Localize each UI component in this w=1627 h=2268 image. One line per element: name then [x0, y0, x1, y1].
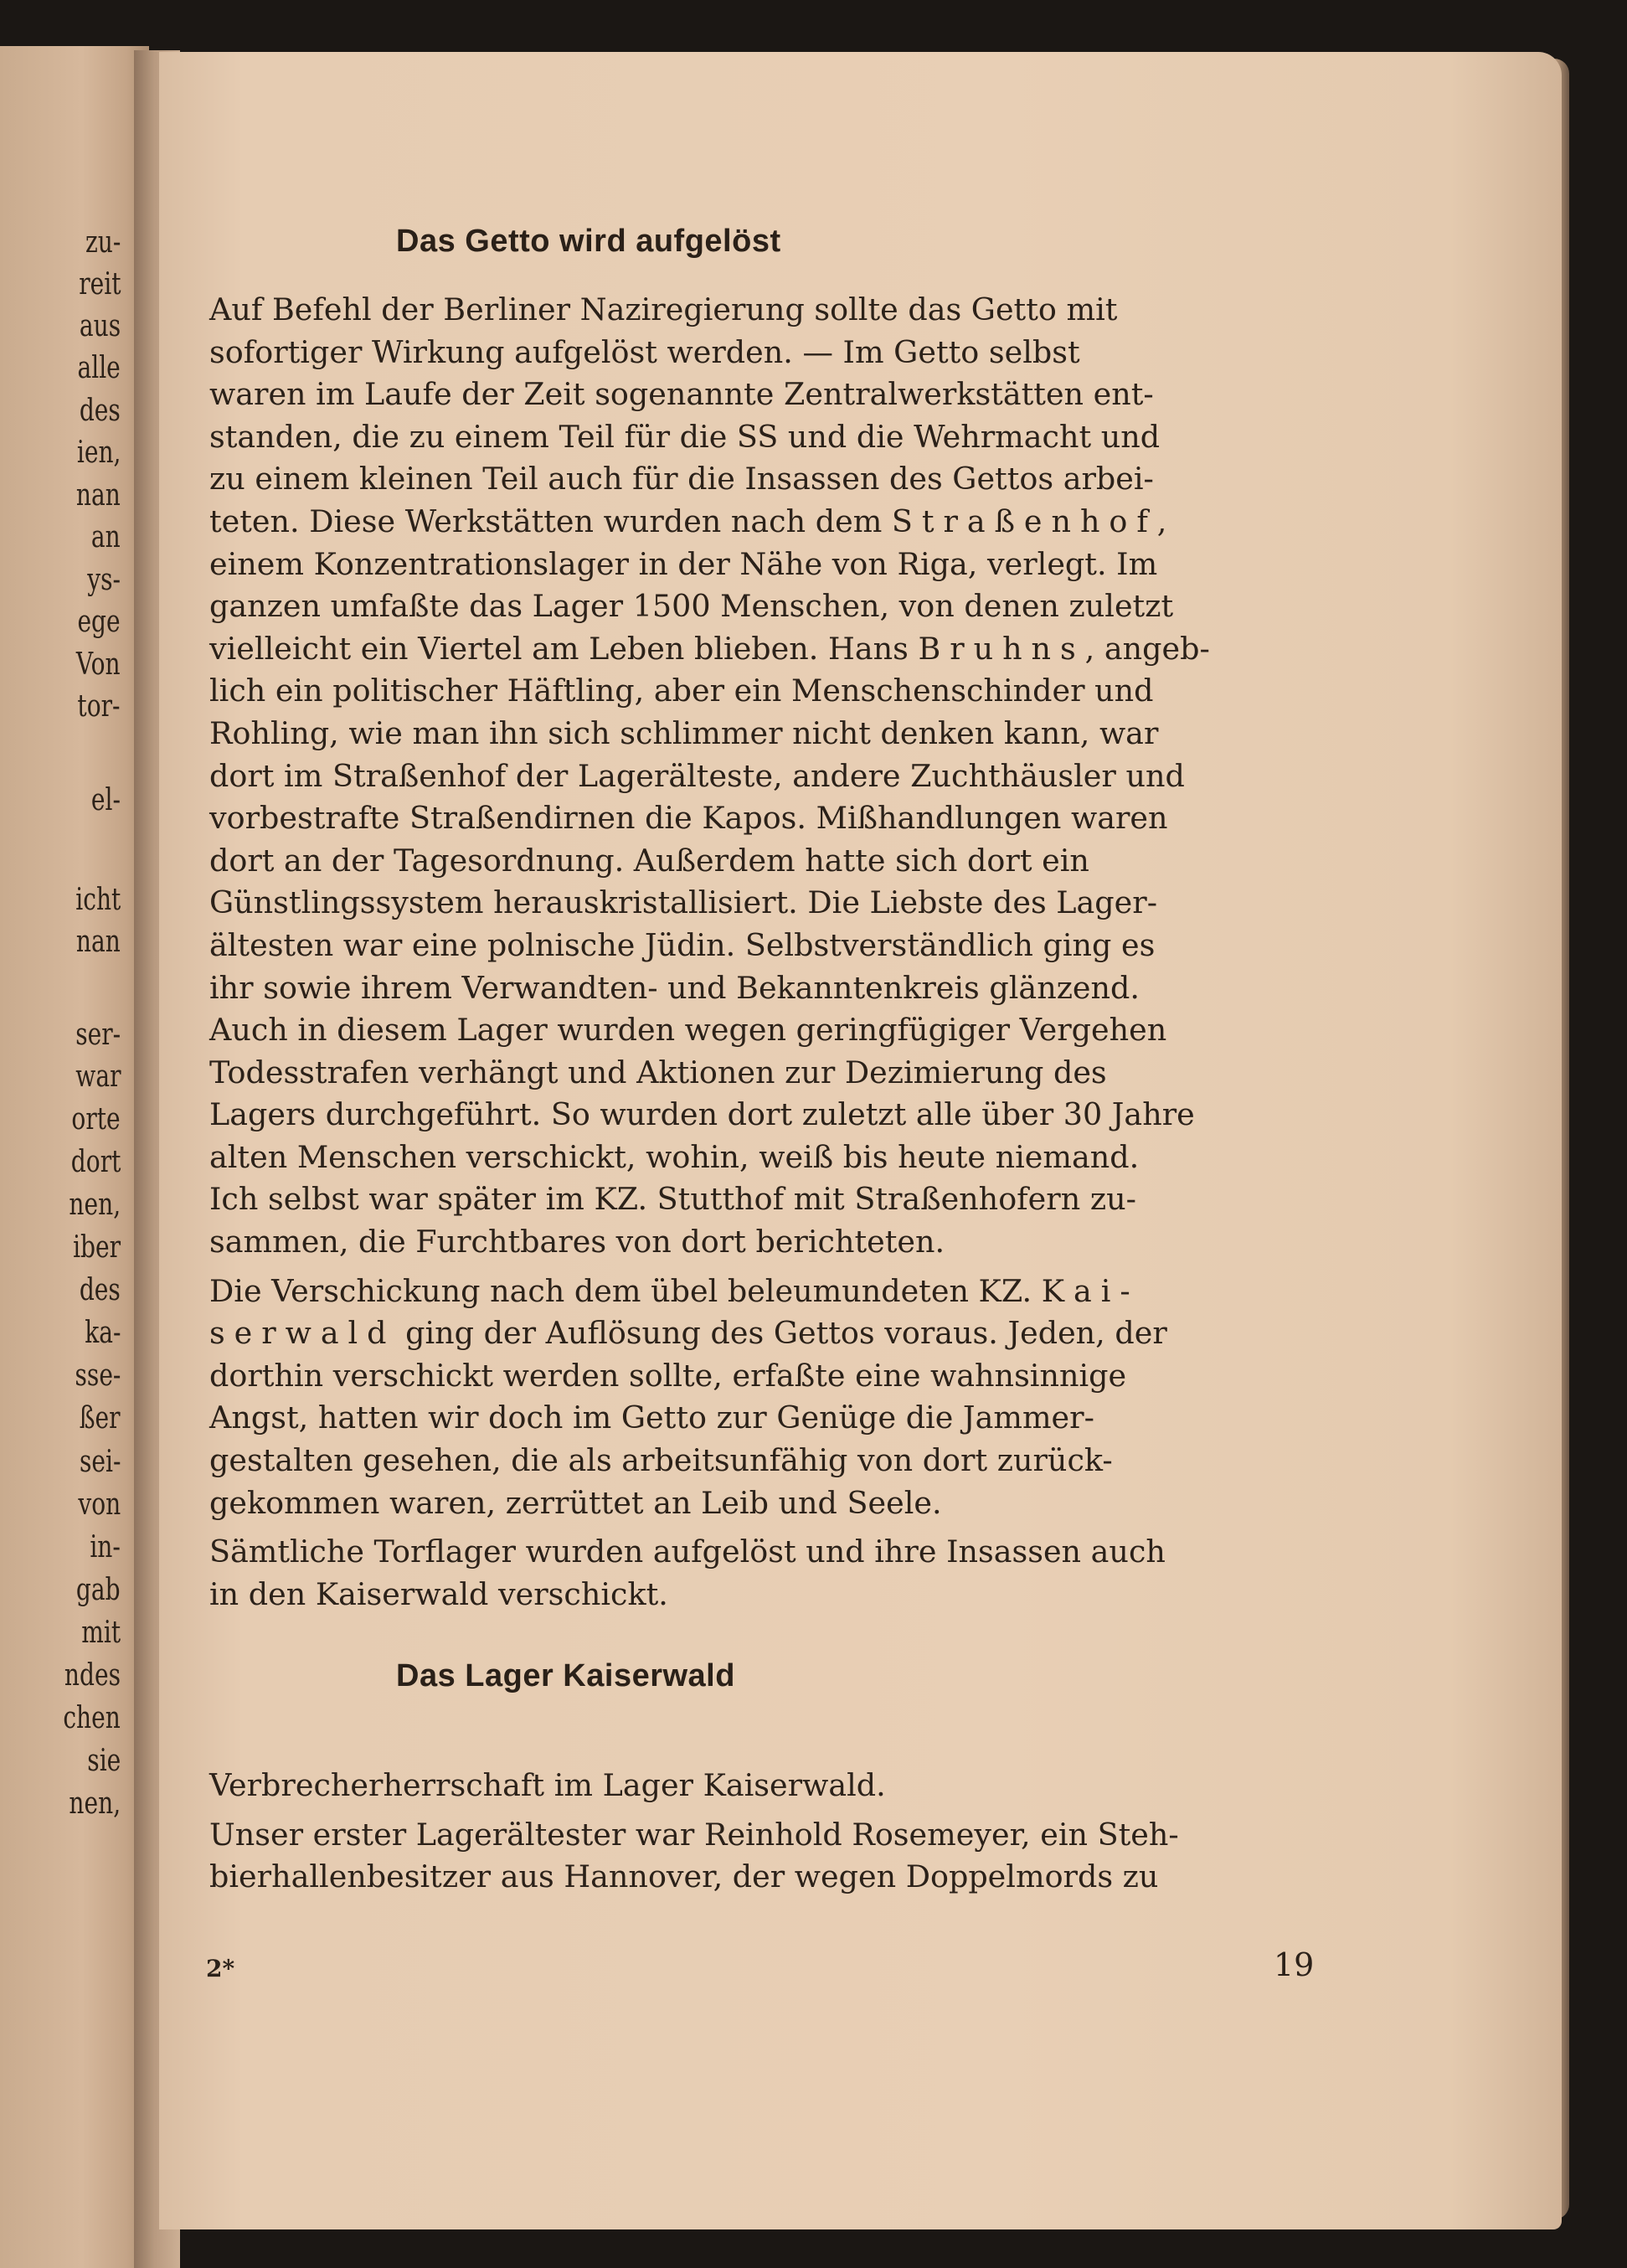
margin-fragment: tor-: [77, 689, 121, 724]
margin-fragment: nan: [76, 925, 121, 959]
text-line: zu einem kleinen Teil auch für die Insassen des Gettos arbei-: [209, 461, 1154, 497]
text-line: sammen, die Furchtbares von dort berichteten.: [209, 1224, 945, 1260]
margin-fragment: iber: [72, 1230, 121, 1265]
margin-fragment: mit: [81, 1616, 121, 1650]
text-run: teten. Diese Werkstätten wurden nach dem: [209, 503, 883, 539]
margin-fragment: ka-: [84, 1316, 121, 1350]
paragraph: [209, 1531, 1316, 1616]
text-line: dorthin verschickt werden sollte, erfaßte eine wahnsinnige: [209, 1357, 1127, 1394]
text-line: in den Kaiserwald verschickt.: [209, 1575, 668, 1612]
text-line: dort an der Tagesordnung. Außerdem hatte sich dort ein: [209, 842, 1089, 879]
text-line: waren im Laufe der Zeit sogenannte Zentralwerkstätten ent-: [209, 376, 1154, 413]
margin-fragment: sse-: [75, 1358, 121, 1393]
text-line: Günstlingssystem herauskristallisiert. Die Liebste des Lager-: [209, 884, 1158, 921]
text-line: Lagers durchgeführt. So wurden dort zuletzt alle über 30 Jahre: [209, 1096, 1195, 1133]
text-line: Auch in diesem Lager wurden wegen geringfügiger Vergehen: [209, 1012, 1167, 1049]
text-line: einem Konzentrationslager in der Nähe von Riga, verlegt. Im: [209, 545, 1158, 582]
text-line: Angst, hatten wir doch im Getto zur Genüge die Jammer-: [209, 1399, 1094, 1436]
margin-fragment: nen,: [69, 1188, 121, 1222]
margin-fragment: orte: [71, 1102, 121, 1137]
section-body-getto: [209, 289, 1316, 1616]
text-line: Verbrecherherrschaft im Lager Kaiserwald.: [209, 1767, 886, 1803]
text-line: [209, 1312, 1316, 1355]
text-line: ihr sowie ihrem Verwandten- und Bekanntenkreis glänzend.: [209, 969, 1140, 1006]
margin-fragment: von: [78, 1487, 121, 1522]
margin-fragment: nan: [76, 478, 121, 513]
text-line: Ich selbst war später im KZ. Stutthof mit Straßenhofern zu-: [209, 1181, 1136, 1218]
text-line: gestalten gesehen, die als arbeitsunfähig von dort zurück-: [209, 1442, 1113, 1479]
text-line: Auf Befehl der Berliner Naziregierung sollte das Getto mit: [209, 291, 1118, 327]
text-line: alten Menschen verschickt, wohin, weiß bis heute niemand.: [209, 1138, 1140, 1175]
margin-fragment: ndes: [64, 1658, 121, 1693]
margin-fragment: ege: [77, 605, 121, 639]
page-number: 19: [1274, 1946, 1315, 1983]
margin-fragment: reit: [78, 267, 121, 302]
text-line: bierhallenbesitzer aus Hannover, der wegen Doppelmords zu: [209, 1858, 1159, 1895]
margin-fragment: zu-: [85, 225, 121, 260]
spaced-name: serwald: [209, 1315, 396, 1352]
spaced-name: Straßenhof: [891, 503, 1157, 539]
text-run: Die Verschickung nach dem übel beleumundeten KZ.: [209, 1272, 1032, 1309]
margin-fragment: war: [75, 1059, 121, 1094]
margin-fragment: ien,: [76, 436, 121, 470]
text-line: ganzen umfaßte das Lager 1500 Menschen, von denen zuletzt: [209, 588, 1174, 625]
text-line: lich ein politischer Häftling, aber ein Menschenschinder und: [209, 673, 1154, 709]
margin-fragment: an: [91, 520, 121, 554]
section-heading-getto: Das Getto wird aufgelöst: [396, 224, 781, 259]
text-line: Sämtliche Torflager wurden aufgelöst und ihre Insassen auch: [209, 1533, 1166, 1570]
text-line: dort im Straßenhof der Lagerälteste, andere Zuchthäusler und: [209, 757, 1185, 794]
margin-fragment: aus: [79, 309, 121, 343]
text-line: ältesten war eine polnische Jüdin. Selbstverständlich ging es: [209, 926, 1156, 963]
margin-fragment: alle: [77, 351, 121, 385]
left-page-edge: [0, 46, 149, 2268]
text-line: sofortiger Wirkung aufgelöst werden. — Im Getto selbst: [209, 333, 1080, 370]
book-page: [159, 52, 1562, 2229]
spaced-name: Kai-: [1041, 1272, 1140, 1309]
paragraph: [209, 1765, 1316, 1807]
margin-fragment: sie: [86, 1744, 121, 1778]
margin-fragment: nen,: [69, 1786, 121, 1821]
margin-fragment: in-: [90, 1530, 121, 1564]
text-line: [209, 1271, 1316, 1313]
text-run: ging der Auflösung des Gettos voraus. Jeden, der: [405, 1315, 1167, 1352]
margin-fragment: dort: [70, 1145, 121, 1179]
text-line: vorbestrafte Straßendirnen die Kapos. Mißhandlungen waren: [209, 800, 1168, 837]
text-run: ,: [1156, 503, 1167, 539]
text-line: Rohling, wie man ihn sich schlimmer nicht denken kann, war: [209, 714, 1159, 751]
margin-fragment: sei-: [79, 1445, 121, 1479]
margin-fragment: Von: [76, 647, 121, 682]
margin-fragment: el-: [90, 783, 121, 817]
margin-fragment: gab: [76, 1573, 121, 1607]
paragraph: [209, 289, 1316, 1264]
text-line: Todesstrafen verhängt und Aktionen zur Dezimierung des: [209, 1054, 1107, 1090]
margin-fragment: icht: [75, 883, 121, 917]
spaced-name: Bruhns: [918, 630, 1085, 667]
margin-fragment: chen: [63, 1701, 121, 1735]
paragraph: [209, 1271, 1316, 1525]
text-line: [209, 628, 1316, 671]
text-run: vielleicht ein Viertel am Leben blieben. Hans: [209, 630, 909, 667]
paragraph: [209, 1814, 1316, 1899]
text-line: standen, die zu einem Teil für die SS und die Wehrmacht und: [209, 418, 1161, 455]
margin-fragment: des: [79, 1273, 121, 1307]
margin-fragment: ser-: [75, 1018, 121, 1052]
section-body-kaiserwald: [209, 1765, 1316, 1899]
text-line: gekommen waren, zerrüttet an Leib und Seele.: [209, 1484, 942, 1521]
text-line: Unser erster Lagerältester war Reinhold Rosemeyer, ein Steh-: [209, 1816, 1179, 1853]
margin-fragment: ßer: [80, 1401, 121, 1436]
text-line: [209, 501, 1316, 544]
text-run: , angeb-: [1084, 630, 1210, 667]
section-heading-kaiserwald: Das Lager Kaiserwald: [396, 1658, 735, 1693]
margin-fragment: ys-: [87, 563, 121, 597]
margin-fragment: des: [79, 394, 121, 428]
signature-mark: 2*: [206, 1955, 235, 1982]
